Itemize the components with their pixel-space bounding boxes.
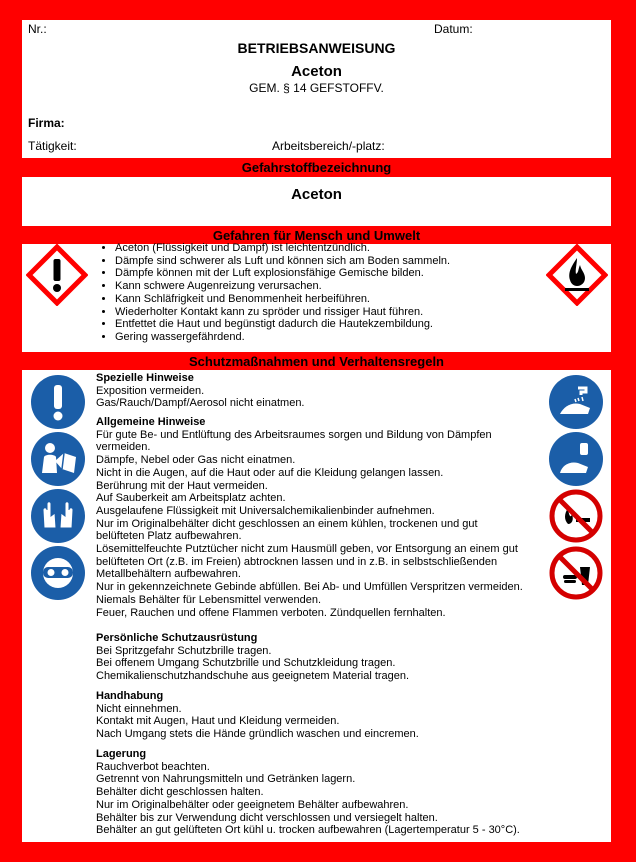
text-line: Feuer, Rauchen und offene Flammen verboten. Zündquellen fernhalten. — [96, 606, 446, 619]
text-line: Bei Spritzgefahr Schutzbrille tragen. — [96, 644, 272, 657]
lagerung-heading: Lagerung — [96, 748, 147, 760]
text-line: Rauchverbot beachten. — [96, 760, 210, 773]
hazard-list — [94, 242, 450, 344]
mandatory-general-icon — [30, 374, 86, 430]
wash-hands-icon — [548, 374, 604, 430]
text-line: Nach Umgang stets die Hände gründlich waschen und eincremen. — [96, 728, 419, 741]
datum-label: Datum: — [434, 22, 473, 36]
text-line: belüfteten Platz aufbewahren. — [96, 530, 242, 543]
schutz-bar: Schutzmaßnahmen und Verhaltensregeln — [22, 354, 611, 370]
text-line: Kontakt mit Augen, Haut und Kleidung vermeiden. — [96, 715, 340, 728]
hazard-item: • Dämpfe können mit der Luft explosionsfähige Gemische bilden. — [115, 267, 450, 280]
hazard-item: • Gering wassergefährdend. — [115, 331, 450, 344]
hazard-item: • Entfettet die Haut und begünstigt dadurch die Hautekzembildung. — [115, 318, 450, 331]
substance-title: Aceton — [291, 63, 342, 80]
text-line: Behälter bis zur Verwendung dicht verschlossen und versiegelt halten. — [96, 811, 438, 824]
text-line: Exposition vermeiden. — [96, 384, 205, 397]
allgemeine-hinweise-section — [96, 416, 523, 619]
read-instructions-icon — [30, 431, 86, 487]
text-line: Chemikalienschutzhandschuhe aus geeignetem Material tragen. — [96, 670, 410, 683]
spezielle-heading: Spezielle Hinweise — [96, 372, 194, 384]
gefahrstoff-bar: Gefahrstoffbezeichnung — [22, 160, 611, 176]
text-line: Ausgelaufene Flüssigkeit mit Universalchemikalienbinder aufnehmen. — [96, 504, 435, 517]
no-food-drink-icon — [548, 545, 604, 601]
goggles-icon — [30, 545, 86, 601]
text-line: Niemals Behälter für Lebensmittel verwenden. — [96, 593, 322, 606]
text-line: Behälter an gut gelüfteten Ort kühl u. trocken aufbewahren (Lagertemperatur 5 - 30°C). — [96, 824, 520, 837]
header-panel — [22, 20, 611, 158]
handhabung-section — [96, 690, 419, 741]
arbeitsbereich-label: Arbeitsbereich/-platz: — [272, 139, 385, 153]
gefahrstoff-name: Aceton — [291, 186, 342, 203]
psa-section — [96, 632, 409, 683]
text-line: Nur im Originalbehälter oder geeignetem Behälter aufbewahren. — [96, 798, 409, 811]
firma-label: Firma: — [28, 116, 65, 130]
text-line: belüfteten Ort (z.B. im Freien) abtrocknen lassen und in z.B. in selbstschließenden — [96, 555, 498, 568]
no-open-flame-icon — [548, 488, 604, 544]
ghs-exclamation-icon — [26, 244, 88, 306]
regulation-text: GEM. § 14 GEFSTOFFV. — [249, 81, 384, 95]
gefahrstoff-panel — [22, 177, 611, 226]
text-line: Behälter dicht geschlossen halten. — [96, 786, 264, 799]
text-line: Auf Sauberkeit am Arbeitsplatz achten. — [96, 492, 286, 505]
text-line: Nicht einnehmen. — [96, 702, 182, 715]
hazard-item: • Aceton (Flüssigkeit und Dampf) ist leichtentzündlich. — [115, 242, 450, 255]
text-line: Nicht in die Augen, auf die Haut oder auf die Kleidung gelangen lassen. — [96, 466, 444, 479]
psa-heading: Persönliche Schutzausrüstung — [96, 632, 258, 644]
skin-protection-icon — [548, 431, 604, 487]
text-line: Für gute Be- und Entlüftung des Arbeitsraumes sorgen und Bildung von Dämpfen — [96, 428, 492, 441]
nr-label: Nr.: — [28, 22, 47, 36]
hazard-item: • Kann schwere Augenreizung verursachen. — [115, 280, 450, 293]
text-line: Nur im Originalbehälter dicht geschlossen an einem kühlen, trockenen und gut — [96, 517, 478, 530]
gloves-icon — [30, 488, 86, 544]
text-line: Lösemittelfeuchte Putztücher nicht zum Hausmüll geben, vor Entsorgung an einem gut — [96, 543, 518, 556]
allgemeine-heading: Allgemeine Hinweise — [96, 416, 206, 428]
gefahren-bar: Gefahren für Mensch und Umwelt — [22, 228, 611, 244]
document-title: BETRIEBSANWEISUNG — [237, 40, 396, 56]
spezielle-hinweise-section — [96, 372, 305, 410]
ghs-flame-icon — [546, 244, 608, 306]
text-line: Dämpfe, Nebel oder Gas nicht einatmen. — [96, 454, 296, 467]
taetigkeit-label: Tätigkeit: — [28, 139, 77, 153]
text-line: Metallbehältern aufbewahren. — [96, 568, 241, 581]
hazard-item: • Dämpfe sind schwerer als Luft und können sich am Boden sammeln. — [115, 255, 450, 268]
text-line: vermeiden. — [96, 441, 151, 454]
text-line: Getrennt von Nahrungsmitteln und Getränken lagern. — [96, 773, 356, 786]
lagerung-section — [96, 748, 520, 837]
text-line: Bei offenem Umgang Schutzbrille und Schutzkleidung tragen. — [96, 657, 396, 670]
text-line: Nur in gekennzeichnete Gebinde abfüllen. Bei Ab- und Umfüllen Verspritzen vermeiden. — [96, 581, 523, 594]
hazard-item: • Kann Schläfrigkeit und Benommenheit herbeiführen. — [115, 293, 450, 306]
handhabung-heading: Handhabung — [96, 690, 164, 702]
text-line: Berührung mit der Haut vermeiden. — [96, 479, 268, 492]
hazard-item: • Wiederholter Kontakt kann zu spröder und rissiger Haut führen. — [115, 306, 450, 319]
text-line: Gas/Rauch/Dampf/Aerosol nicht einatmen. — [96, 397, 305, 410]
